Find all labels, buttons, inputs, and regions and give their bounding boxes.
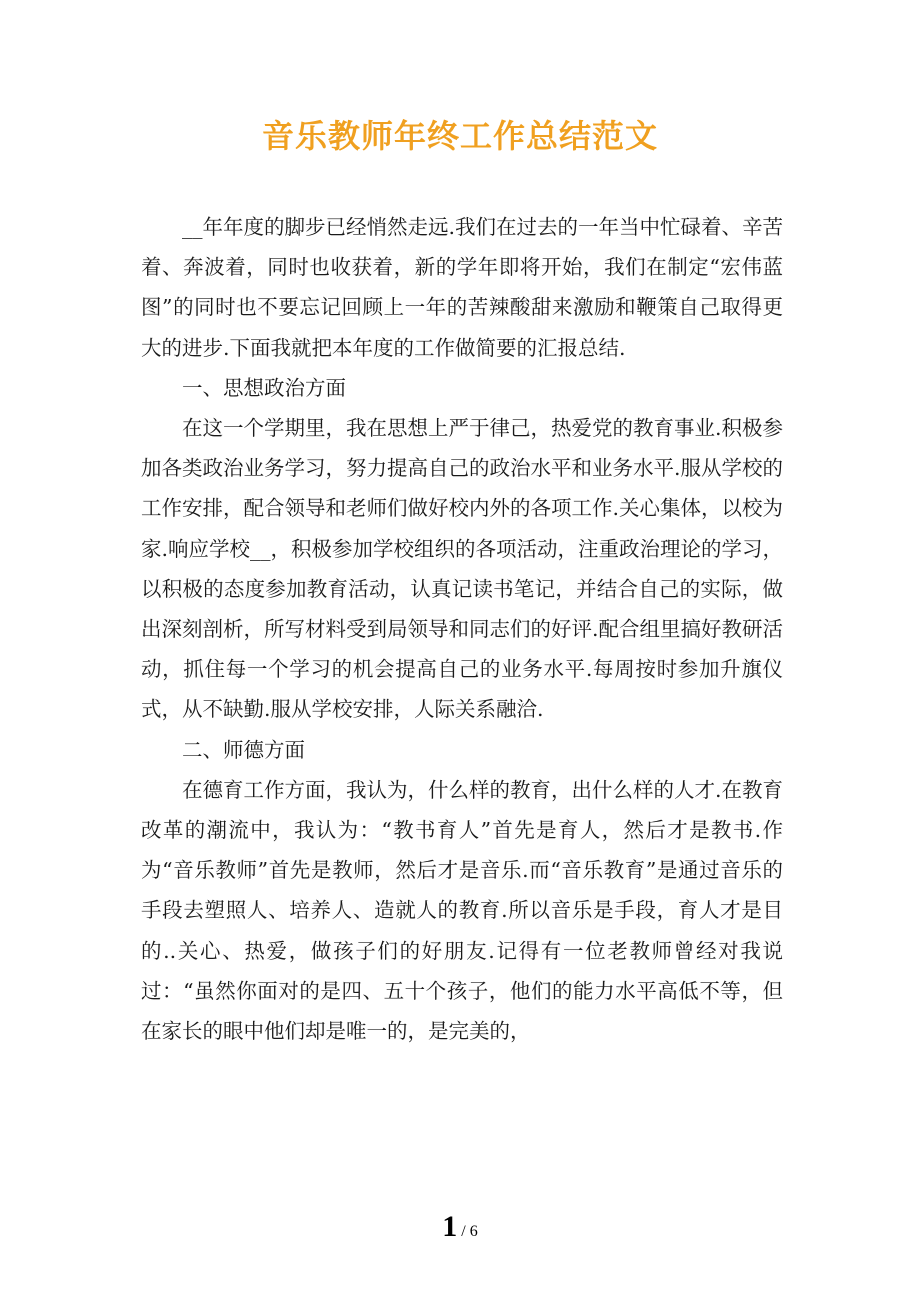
- politics-paragraph: 在这一个学期里，我在思想上严于律己，热爱党的教育事业.积极参加各类政治业务学习，努力提高自己的政治水平和业务水平.服从学校的工作安排，配合领导和老师们做好校内外的各项工作.关心集体，以校为家.响应学校__，积极参加学校组织的各项活动，注重政治理论的学习，以积极的态度参加教育活动，认真记读书笔记，并结合自己的实际，做出深刻剖析，所写材料受到局领导和同志们的好评.配合组里搞好教研活动，抓住每一个学习的机会提高自己的业务水平.每周按时参加升旗仪式，从不缺勤.服从学校安排，人际关系融洽.: [141, 416, 784, 722]
- document-title: 音乐教师年终工作总结范文: [261, 117, 658, 155]
- section-heading-politics: 一、思想政治方面: [182, 375, 346, 400]
- document-body: [141, 207, 783, 1051]
- page-total: / 6: [457, 1223, 478, 1240]
- intro-paragraph: __年年度的脚步已经悄然走远.我们在过去的一年当中忙碌着、辛苦着、奔波着，同时也收获着，新的学年即将开始，我们在制定“宏伟蓝图”的同时也不要忘记回顾上一年的苦辣酸甜来激励和鞭策自己取得更大的进步.下面我就把本年度的工作做简要的汇报总结.: [141, 215, 784, 360]
- ethics-paragraph: 在德育工作方面，我认为，什么样的教育，出什么样的人才.在教育改革的潮流中，我认为：“教书育人”首先是育人，然后才是教书.作为“音乐教师”首先是教师，然后才是音乐.而“音乐教育”是通过音乐的手段去塑照人、培养人、造就人的教育.所以音乐是手段，育人才是目的..关心、热爱，做孩子们的好朋友.记得有一位老教师曾经对我说过：“虽然你面对的是四、五十个孩子，他们的能力水平高低不等，但在家长的眼中他们却是唯一的，是完美的，: [141, 777, 784, 1044]
- section-heading-ethics: 二、师德方面: [182, 737, 305, 762]
- page-number: 1: [442, 1210, 458, 1243]
- page-footer: [0, 1207, 920, 1252]
